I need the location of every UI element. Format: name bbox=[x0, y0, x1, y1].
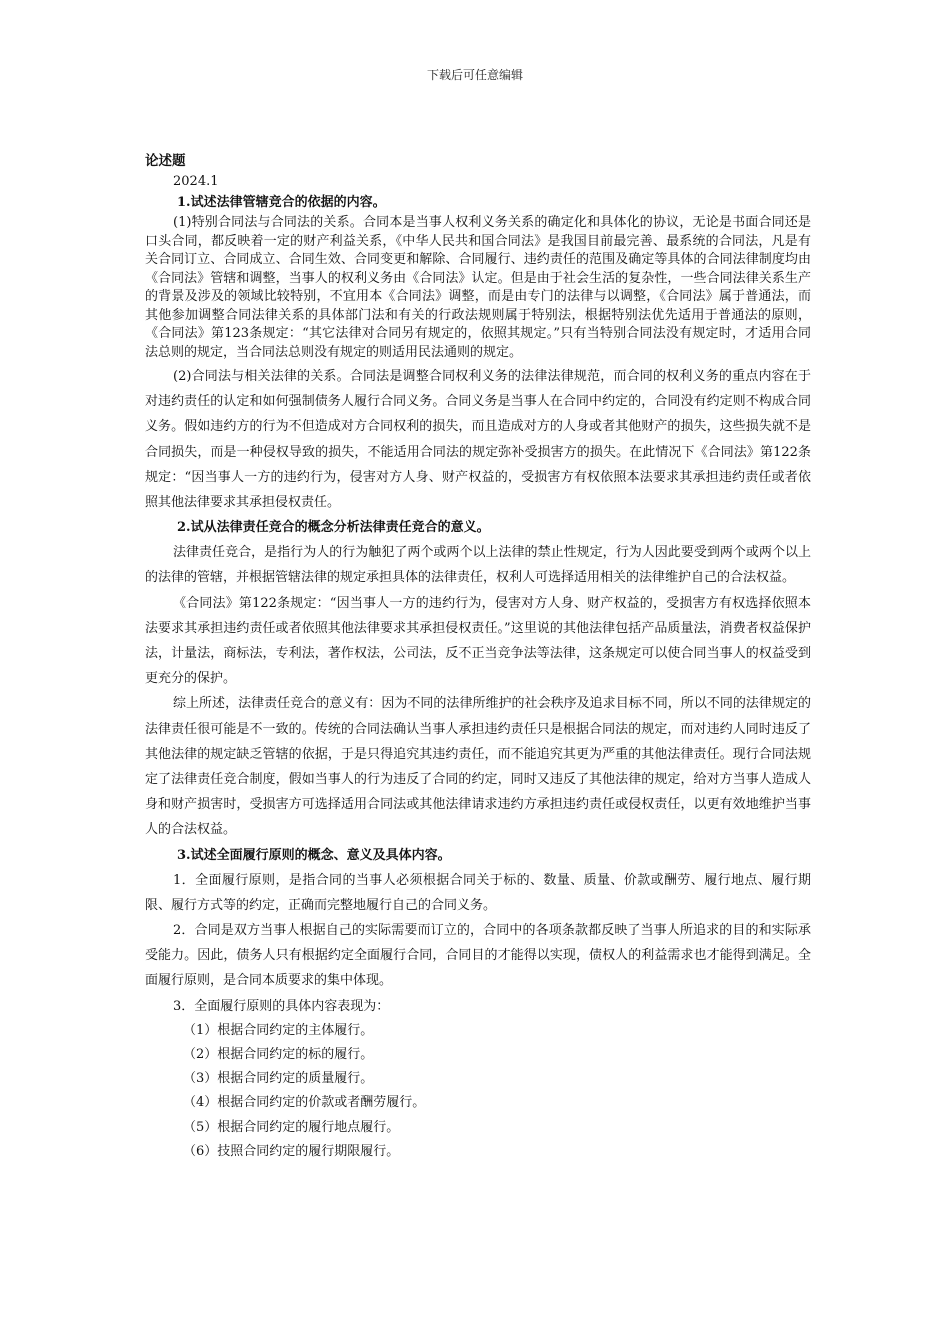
question-2-paragraph-2: 《合同法》第122条规定：“因当事人一方的违约行为，侵害对方人身、财产权益的，受损害方有权选择依照本法要求其承担违约责任或者依照其他法律要求其承担侵权责任。”这里说的其他法律包括产品质量法，消费者权益保护法，计量法，商标法，专利法，著作权法，公司法，反不正当竞争法等法律，这条规定可以使合同当事人的权益受到更充分的保护。 bbox=[145, 595, 811, 687]
question-3-paragraph-3: 3．全面履行原则的具体内容表现为： bbox=[173, 998, 390, 1014]
list-item: （4）根据合同约定的价款或者酬劳履行。 bbox=[183, 1095, 426, 1111]
question-1-title: 1.试述法律管辖竞合的依据的内容。 bbox=[177, 195, 386, 210]
section-heading: 论述题 bbox=[145, 153, 186, 169]
list-item: （2）根据合同约定的标的履行。 bbox=[183, 1047, 374, 1063]
date-line: 2024.1 bbox=[173, 174, 219, 189]
question-3-paragraph-1: 1．全面履行原则，是指合同的当事人必须根据合同关于标的、数量、质量、价款或酬劳、履行地点、履行期限、履行方式等的约定，正确而完整地履行自己的合同义务。 bbox=[145, 872, 811, 913]
question-1-paragraph-2: (2)合同法与相关法律的关系。合同法是调整合同权利义务的法律法律规范，而合同的权利义务的重点内容在于对违约责任的认定和如何强制债务人履行合同义务。合同义务是当事人在合同中约定的，合同没有约定则不构成合同义务。假如违约方的行为不但造成对方合同权利的损失，而且造成对方的人身或者其他财产的损失，这些损失就不是合同损失，而是一种侵权导致的损失，不能适用合同法的规定弥补受损害方的损失。在此情况下《合同法》第122条规定：“因当事人一方的违约行为，侵害对方人身、财产权益的，受损害方有权依照本法要求其承担违约责任或者依照其他法律要求其承担侵权责任。 bbox=[145, 369, 811, 511]
list-item: （6）技照合同约定的履行期限履行。 bbox=[183, 1143, 400, 1159]
document-body bbox=[145, 150, 811, 1164]
question-1-paragraph-1: (1)特别合同法与合同法的关系。合同本是当事人权利义务关系的确定化和具体化的协议，无论是书面合同还是口头合同，都反映着一定的财产利益关系，《中华人民共和国合同法》是我国目前最完善、最系统的合同法，凡是有关合同订立、合同成立、合同生效、合同变更和解除、合同履行、违约责任的范围及确定等具体的合同法律制度均由《合同法》管辖和调整，当事人的权利义务由《合同法》认定。但是由于社会生活的复杂性，一些合同法律关系生产的背景及涉及的领域比较特别，不宜用本《合同法》调整，而是由专门的法律与以调整，《合同法》属于普通法，而其他参加调整合同法律关系的具体部门法和有关的行政法规则属于特别法，根据特别法优先适用于普通法的原则，《合同法》第123条规定：“其它法律对合同另有规定的，依照其规定。”只有当特别合同法没有规定时，才适用合同法总则的规定，当合同法总则没有规定的则适用民法通则的规定。 bbox=[145, 215, 811, 360]
question-3-paragraph-2: 2．合同是双方当事人根据自己的实际需要而订立的，合同中的各项条款都反映了当事人所追求的目的和实际承受能力。因此，债务人只有根据约定全面履行合同，合同目的才能得以实现，债权人的利益需求也才能得到满足。全面履行原则，是合同本质要求的集中体现。 bbox=[145, 923, 811, 989]
question-2-paragraph-1: 法律责任竞合，是指行为人的行为触犯了两个或两个以上法律的禁止性规定，行为人因此要受到两个或两个以上的法律的管辖，并根据管辖法律的规定承担具体的法律责任，权利人可选择适用相关的法律维护自己的合法权益。 bbox=[145, 545, 811, 586]
question-3-title: 3.试述全面履行原则的概念、意义及具体内容。 bbox=[177, 847, 451, 863]
list-item: （1）根据合同约定的主体履行。 bbox=[183, 1022, 374, 1038]
question-2-title: 2.试从法律责任竞合的概念分析法律责任竞合的意义。 bbox=[177, 520, 490, 536]
list-item: （3）根据合同约定的质量履行。 bbox=[183, 1071, 374, 1087]
list-item: （5）根据合同约定的履行地点履行。 bbox=[183, 1119, 400, 1135]
question-2-paragraph-3: 综上所述，法律责任竞合的意义有：因为不同的法律所维护的社会秩序及追求目标不同，所以不同的法律规定的法律责任很可能是不一致的。传统的合同法确认当事人承担违约责任只是根据合同法的规定，而对违约人同时违反了其他法律的规定缺乏管辖的依据，于是只得追究其违约责任，而不能追究其更为严重的其他法律责任。现行合同法规定了法律责任竞合制度，假如当事人的行为违反了合同的约定，同时又违反了其他法律的规定，给对方当事人造成人身和财产损害时，受损害方可选择适用合同法或其他法律请求违约方承担违约责任或侵权责任，以更有效地维护当事人的合法权益。 bbox=[145, 696, 811, 838]
page-header: 下载后可任意编辑 bbox=[426, 68, 523, 82]
